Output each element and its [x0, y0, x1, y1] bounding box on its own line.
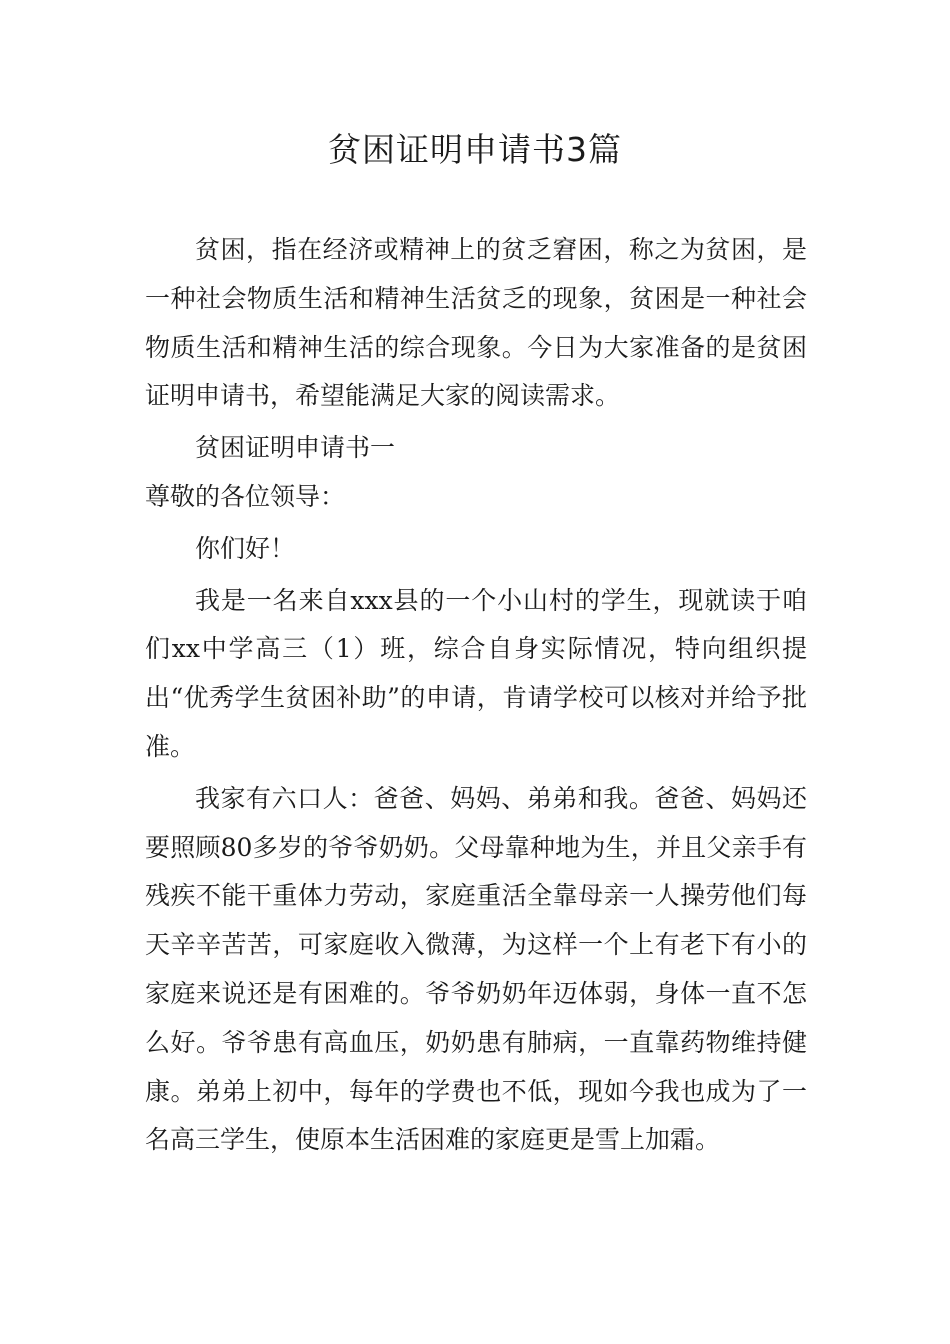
greeting: 你们好！	[195, 533, 296, 563]
document-body	[145, 226, 807, 1165]
body-paragraph: 我家有六口人：爸爸、妈妈、弟弟和我。爸爸、妈妈还要照顾80多岁的爷爷奶奶。父母靠种地为生，并且父亲手有残疾不能干重体力劳动，家庭重活全靠母亲一人操劳他们每天辛辛苦苦，可家庭收入微薄，为这样一个上有老下有小的家庭来说还是有困难的。爷爷奶奶年迈体弱，身体一直不怎么好。爷爷患有高血压，奶奶患有肺病，一直靠药物维持健康。弟弟上初中，每年的学费也不低，现如今我也成为了一名高三学生，使原本生活困难的家庭更是雪上加霜。	[145, 783, 807, 1155]
salutation: 尊敬的各位领导：	[145, 481, 346, 511]
document-title: 贫困证明申请书3篇	[328, 130, 622, 169]
section-heading: 贫困证明申请书一	[195, 433, 396, 463]
body-paragraph: 我是一名来自xxx县的一个小山村的学生，现就读于咱们xx中学高三（1）班，综合自身实际情况，特向组织提出“优秀学生贫困补助”的申请，肯请学校可以核对并给予批准。	[145, 585, 807, 761]
intro-paragraph: 贫困，指在经济或精神上的贫乏窘困，称之为贫困，是一种社会物质生活和精神生活贫乏的现象，贫困是一种社会物质生活和精神生活的综合现象。今日为大家准备的是贫困证明申请书，希望能满足大家的阅读需求。	[145, 235, 807, 411]
